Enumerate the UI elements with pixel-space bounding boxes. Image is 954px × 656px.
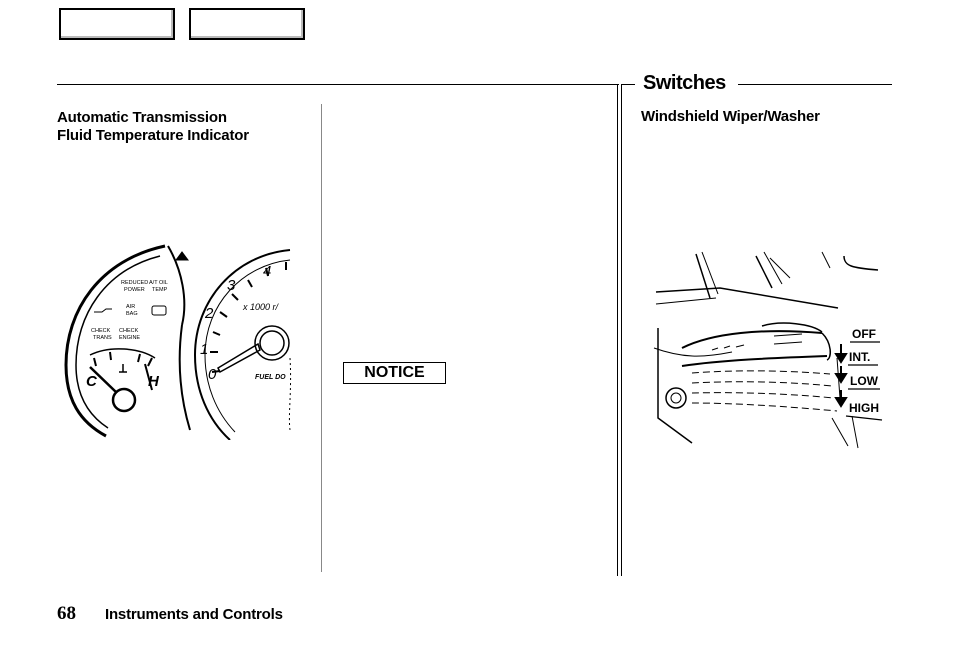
nav-button-previous[interactable] [59,8,175,40]
tach-number-1: 1 [200,341,209,358]
indicator-check-trans-line2: TRANS [93,335,112,341]
thermometer-icon [119,364,127,372]
lever-position-ghosts [692,371,837,411]
seatbelt-warning-icon [176,252,188,260]
oil-can-indicator-icon [152,306,166,315]
nav-button-next[interactable] [189,8,305,40]
temp-cold-label: C [86,373,97,390]
header-rule-right [738,84,892,85]
wiper-position-int: INT. [849,350,871,364]
left-heading-line2: Fluid Temperature Indicator [57,127,249,144]
indicator-air-bag-line1: AIR [126,304,136,310]
temp-gauge-arc [90,349,155,358]
wiper-position-arrows [836,344,846,406]
tach-unit-label: x 1000 r/ [243,302,279,312]
indicator-check-trans-line1: CHECK [91,328,111,334]
wiper-position-off: OFF [852,327,876,341]
lever-lower-edge [682,356,827,366]
right-heading: Windshield Wiper/Washer [641,108,820,125]
gauge-cluster-illustration [60,240,295,440]
section-title: Switches [643,72,726,94]
tach-hub [260,331,284,355]
oil-pressure-icon [94,309,112,312]
fuel-label: FUEL DO [255,374,286,381]
ignition-key-slot [666,388,686,408]
cluster-outline-right [180,325,190,430]
indicator-at-oil-temp-line1: A/T OIL [149,280,168,286]
lever-markings [712,334,802,350]
indicator-check-engine-line2: ENGINE [119,335,141,341]
tach-number-2: 2 [205,305,214,322]
header-rule-left [57,84,619,85]
tach-needle [218,344,260,372]
tach-number-4: 4 [263,263,272,280]
indicator-check-engine-line1: CHECK [119,328,139,334]
column-divider-2b [621,84,622,576]
indicator-at-oil-temp-line2: TEMP [152,287,168,293]
temp-hot-label: H [148,373,159,390]
notice-box: NOTICE [343,362,446,384]
page-number: 68 [57,603,76,624]
tach-inner-arc [205,260,290,432]
indicator-reduced-power-line2: POWER [124,287,145,293]
wiper-position-high: HIGH [849,401,879,415]
column-divider-2a [617,84,618,576]
left-heading-line1: Automatic Transmission [57,109,227,126]
column-divider-1 [321,104,322,572]
wiper-position-low: LOW [850,374,878,388]
footer-chapter: Instruments and Controls [105,606,283,623]
header-rule-mid [622,84,635,85]
tach-number-3: 3 [227,277,236,294]
tach-number-0: 0 [208,366,217,383]
indicator-reduced-power-line1: REDUCED [121,280,149,286]
wiper-lever-illustration [652,248,888,453]
indicator-air-bag-line2: BAG [126,311,138,317]
tach-ticks [210,262,286,372]
